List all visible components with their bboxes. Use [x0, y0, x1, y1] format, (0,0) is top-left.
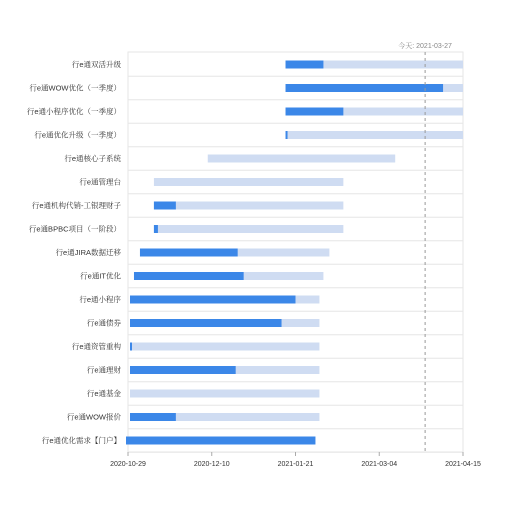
task-bars [126, 61, 463, 445]
planned-bar [154, 225, 343, 233]
planned-bar [208, 155, 395, 163]
task-label: 行e通IT优化 [80, 271, 121, 281]
task-label: 行e通优化升级（一季度） [34, 130, 121, 140]
progress-bar [286, 131, 288, 139]
planned-bar [130, 390, 319, 398]
progress-bar [130, 413, 176, 421]
progress-bar [134, 272, 244, 280]
x-tick-label: 2020-10-29 [110, 461, 146, 468]
progress-bar [286, 108, 344, 116]
x-tick-label: 2021-03-04 [361, 461, 398, 468]
task-label: 行e通理财 [86, 365, 121, 375]
x-tick-label: 2021-04-15 [445, 461, 481, 468]
task-label: 行e通双活升级 [71, 60, 121, 69]
today-marker [398, 41, 452, 452]
today-label: 今天: 2021-03-27 [398, 43, 452, 50]
task-label: 行e通核心子系统 [64, 154, 121, 163]
task-label: 行e通优化需求【门户】 [41, 436, 121, 445]
planned-bar [286, 131, 463, 139]
task-label: 行e通管理台 [79, 177, 121, 187]
progress-bar [154, 202, 176, 210]
task-label: 行e通基金 [86, 389, 121, 398]
task-label: 行e通WOW优化（一季度） [29, 83, 121, 93]
task-labels [27, 59, 122, 445]
task-label: 行e通小程序优化（一季度） [26, 107, 121, 116]
task-label: 行e通小程序 [79, 295, 121, 304]
x-tick-label: 2020-12-10 [193, 461, 230, 468]
progress-bar [286, 61, 324, 69]
progress-bar [130, 366, 236, 374]
task-label: 行e通资管重构 [71, 342, 121, 351]
progress-bar [130, 296, 296, 304]
task-label: 行e通WOW报价 [66, 412, 121, 422]
progress-bar [126, 437, 315, 445]
task-label: 行e通BPBC项目（一阶段） [28, 224, 121, 234]
x-axis [110, 452, 481, 468]
planned-bar [154, 202, 343, 210]
progress-bar [286, 84, 444, 92]
planned-bar [130, 343, 319, 351]
planned-bar [154, 178, 343, 186]
task-label: 行e通机构代销-工银理财子 [31, 201, 121, 210]
progress-bar [140, 249, 238, 257]
x-tick-label: 2021-01-21 [277, 461, 314, 468]
task-label: 行e通JIRA数据迁移 [55, 248, 121, 257]
progress-bar [130, 319, 282, 327]
progress-bar [130, 343, 132, 351]
progress-bar [154, 225, 158, 233]
task-label: 行e通债券 [86, 318, 121, 328]
